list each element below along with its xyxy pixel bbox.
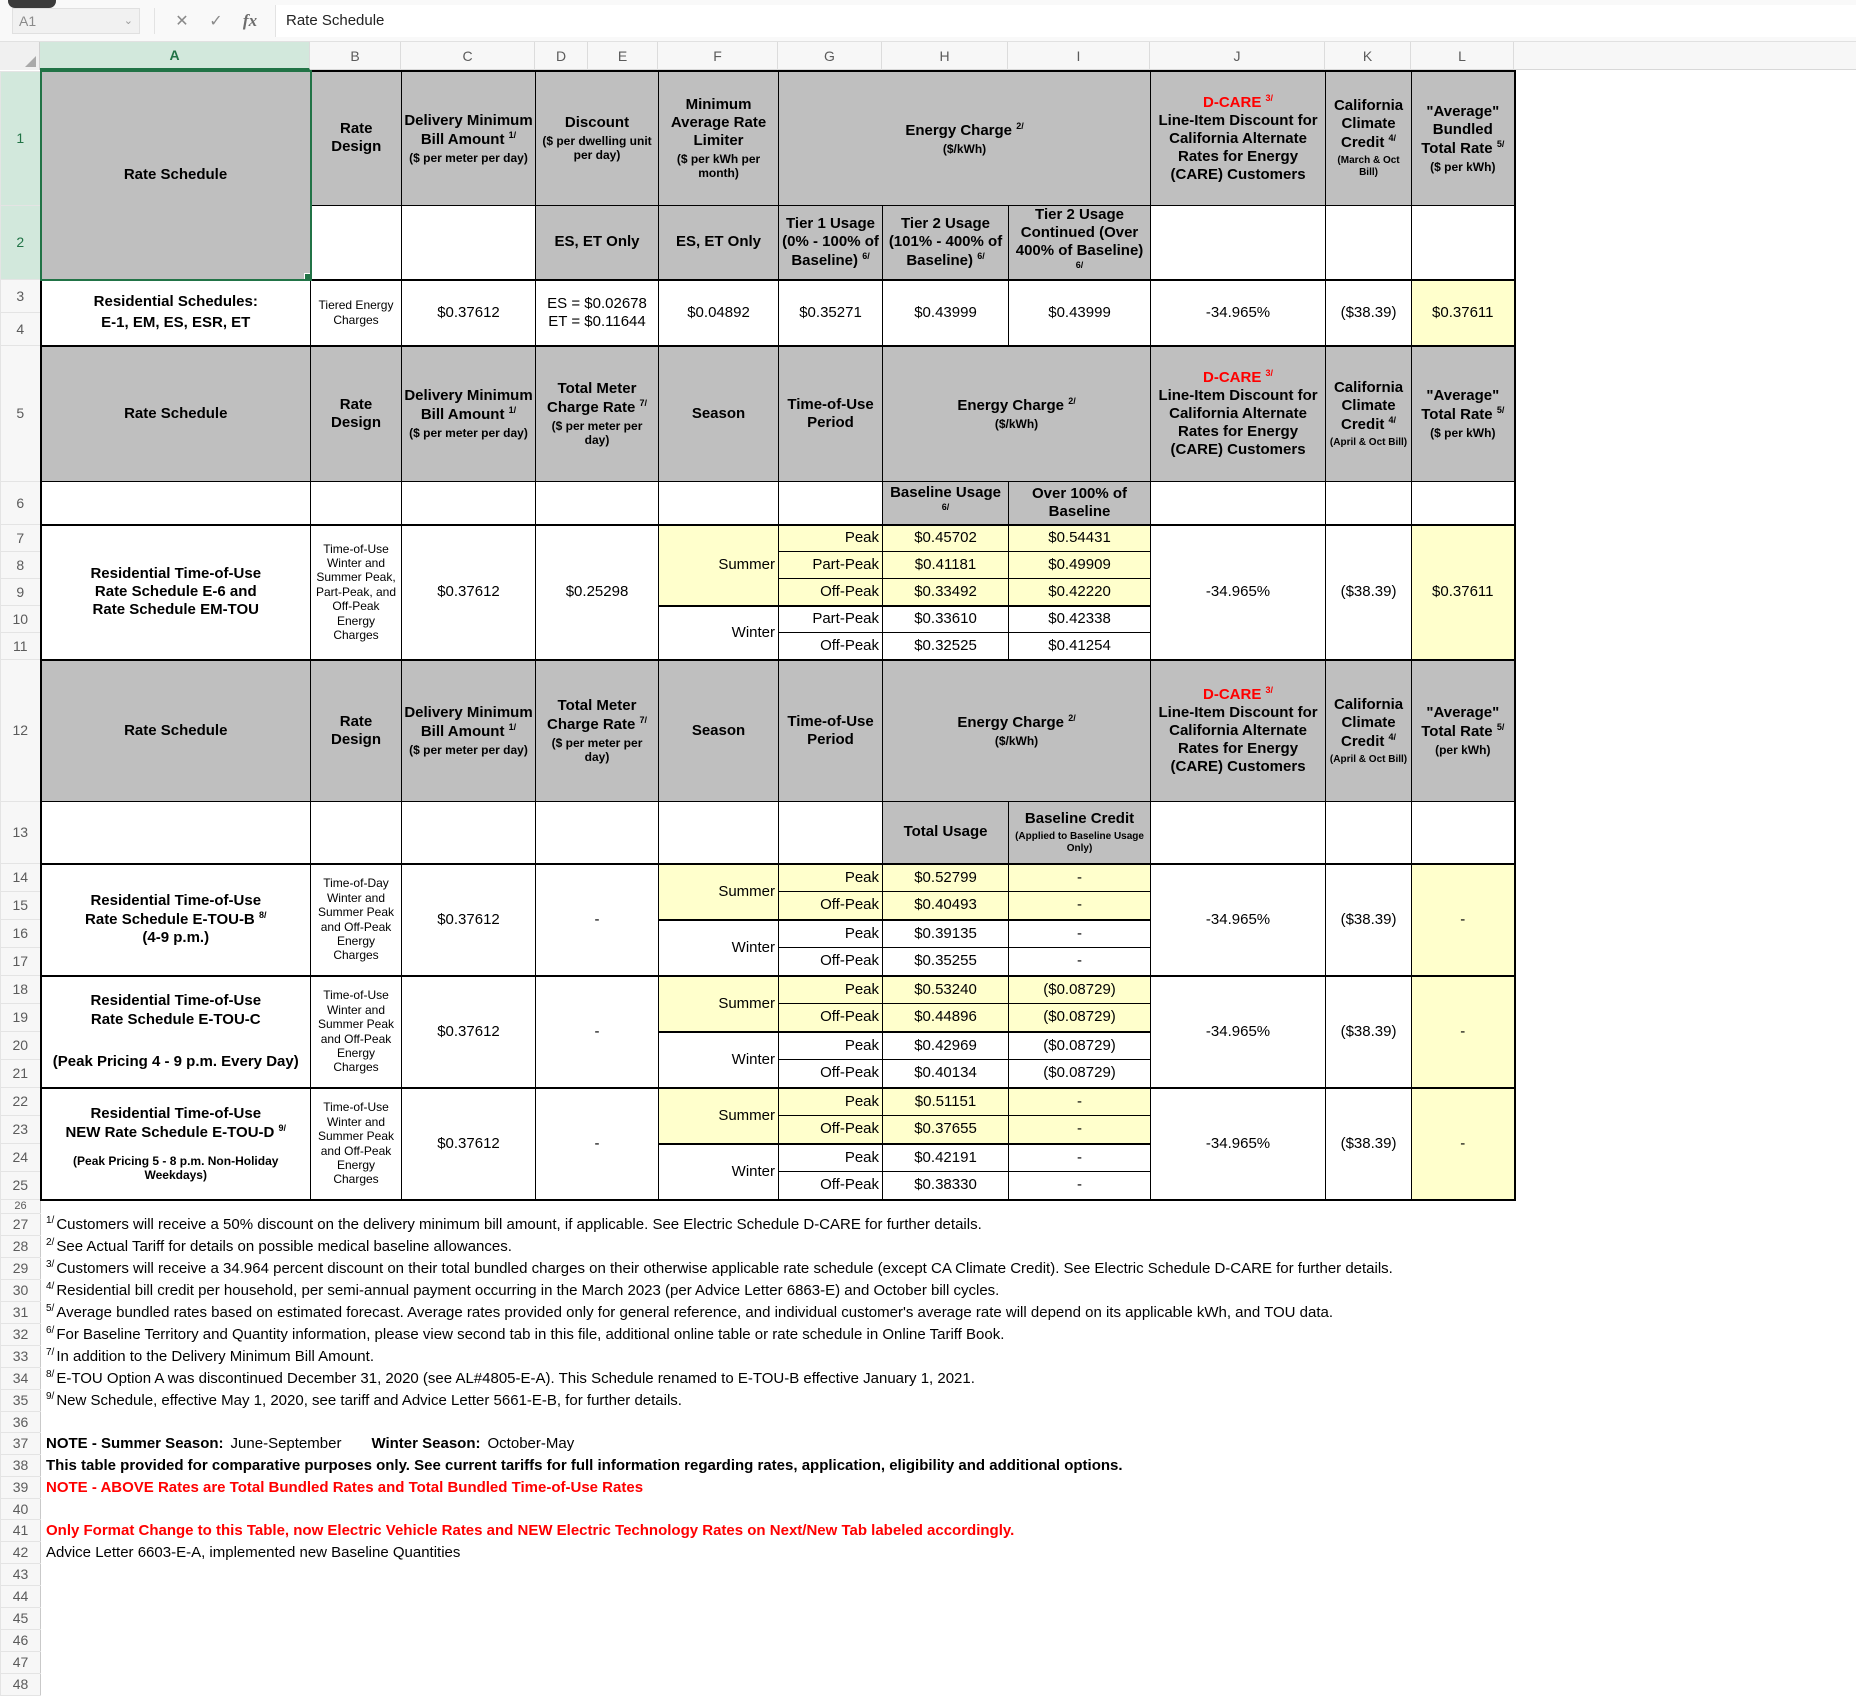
cell-H11[interactable]: $0.32525 — [883, 633, 1009, 660]
cell-F18-summer[interactable]: Summer — [659, 976, 779, 1032]
row-header[interactable]: 25 — [1, 1172, 41, 1200]
cell-H20[interactable]: $0.42969 — [883, 1032, 1009, 1060]
cell-A6[interactable] — [41, 482, 311, 525]
note-bundled-rates[interactable]: NOTE - ABOVE Rates are Total Bundled Rates and Total Bundled Time-of-Use Rates — [41, 1477, 1515, 1499]
cell-F14-summer[interactable]: Summer — [659, 864, 779, 920]
cell-G21-period[interactable]: Off-Peak — [779, 1060, 883, 1088]
row-header[interactable]: 1 — [1, 71, 41, 205]
row-header[interactable]: 19 — [1, 1004, 41, 1032]
insert-function-icon[interactable]: fx — [242, 10, 258, 30]
cell-L5-average-rate[interactable]: "Average" Total Rate $^{5/}$ ($ per kWh) — [1412, 346, 1515, 482]
name-box[interactable] — [12, 8, 140, 34]
footnote-5[interactable]: $^{5/}$ Average bundled rates based on estimated forecast. Average rates provided only for general reference, and individual customer's average rate will depend on its applicable kWh, and TOU data. — [41, 1302, 1515, 1324]
rate-schedule-table — [0, 70, 1516, 1696]
row-header[interactable]: 15 — [1, 892, 41, 920]
row-header[interactable]: 12 — [1, 660, 41, 802]
row-header[interactable]: 14 — [1, 864, 41, 892]
cell-row48[interactable] — [41, 1674, 1515, 1696]
column-header-stub — [1514, 42, 1544, 69]
row-header[interactable]: 3 — [1, 280, 41, 313]
cell-K6[interactable] — [1326, 482, 1412, 525]
row-header[interactable]: 42 — [1, 1542, 41, 1564]
cell-I24[interactable]: - — [1009, 1144, 1151, 1172]
row-header[interactable]: 20 — [1, 1032, 41, 1060]
column-header-B[interactable]: B — [310, 42, 401, 70]
cell-G24-period[interactable]: Peak — [779, 1144, 883, 1172]
row-header[interactable]: 23 — [1, 1116, 41, 1144]
cell-I6-over-baseline[interactable]: Over 100% of Baseline — [1009, 482, 1151, 525]
cell-I20[interactable]: ($0.08729) — [1009, 1032, 1151, 1060]
cell-B22-rate-design[interactable]: Time-of-Use Winter and Summer Peak and Off-Peak Energy Charges — [311, 1088, 402, 1200]
cell-L12-average-rate[interactable]: "Average" Total Rate $^{5/}$ (per kWh) — [1412, 660, 1515, 802]
cell-H7[interactable]: $0.45702 — [883, 525, 1009, 552]
row-header[interactable]: 33 — [1, 1346, 41, 1368]
cell-G16-period[interactable]: Peak — [779, 920, 883, 948]
cell-H24[interactable]: $0.42191 — [883, 1144, 1009, 1172]
cell-H19[interactable]: $0.44896 — [883, 1004, 1009, 1032]
cell-H3[interactable]: $0.43999 — [883, 280, 1009, 346]
cell-I19[interactable]: ($0.08729) — [1009, 1004, 1151, 1032]
cell-G12-tou-period[interactable]: Time-of-Use Period — [779, 660, 883, 802]
cell-A3-residential-schedules[interactable]: Residential Schedules: E-1, EM, ES, ESR, ET — [41, 280, 311, 346]
column-header-I[interactable]: I — [1008, 42, 1150, 70]
cell-G19-period[interactable]: Off-Peak — [779, 1004, 883, 1032]
cell-C13[interactable] — [402, 802, 536, 864]
row-header[interactable]: 36 — [1, 1412, 41, 1433]
cell-D14[interactable]: - — [536, 864, 659, 976]
cell-J13[interactable] — [1151, 802, 1326, 864]
row-header[interactable]: 5 — [1, 346, 41, 482]
cell-A5-rate-schedule[interactable]: Rate Schedule — [41, 346, 311, 482]
cell-D18[interactable]: - — [536, 976, 659, 1088]
cell-G13[interactable] — [779, 802, 883, 864]
row-header[interactable]: 45 — [1, 1608, 41, 1630]
row-header[interactable]: 16 — [1, 920, 41, 948]
cell-J5-dcare[interactable]: D-CARE $^{3/}$ Line-Item Discount for California Alternate Rates for Energy (CARE) Customers — [1151, 346, 1326, 482]
row-header[interactable]: 35 — [1, 1390, 41, 1412]
cell-I2-tier2-continued[interactable]: Tier 2 Usage Continued (Over 400% of Baseline) $^{6/}$ — [1009, 205, 1151, 280]
cell-C12[interactable]: Delivery Minimum Bill Amount $^{1/}$ ($ per meter per day) — [402, 660, 536, 802]
row-header[interactable]: 6 — [1, 482, 41, 525]
cell-L6[interactable] — [1412, 482, 1515, 525]
cell-row43[interactable] — [41, 1564, 1515, 1586]
column-header-K[interactable]: K — [1325, 42, 1411, 70]
cell-K14[interactable]: ($38.39) — [1326, 864, 1412, 976]
cell-I17[interactable]: - — [1009, 948, 1151, 976]
cell-L22[interactable]: - — [1412, 1088, 1515, 1200]
cell-F16-winter[interactable]: Winter — [659, 920, 779, 976]
cell-G10-period[interactable]: Part-Peak — [779, 606, 883, 633]
cell-G9-period[interactable]: Off-Peak — [779, 579, 883, 606]
cell-I25[interactable]: - — [1009, 1172, 1151, 1200]
cell-H15[interactable]: $0.40493 — [883, 892, 1009, 920]
cell-B12[interactable]: Rate Design — [311, 660, 402, 802]
cell-K22[interactable]: ($38.39) — [1326, 1088, 1412, 1200]
cell-G22-period[interactable]: Peak — [779, 1088, 883, 1116]
cell-G7-period[interactable]: Peak — [779, 525, 883, 552]
row-header[interactable]: 21 — [1, 1060, 41, 1088]
footnote-3[interactable]: $^{3/}$ Customers will receive a 34.964 percent discount on their total bundled charges on their otherwise applicable rate schedule (except CA Climate Credit). See Electric Schedule D-CARE for further details. — [41, 1258, 1515, 1280]
cell-A14-etoub[interactable]: Residential Time-of-Use Rate Schedule E-TOU-B $^{8/}$ (4-9 p.m.) — [41, 864, 311, 976]
row-header[interactable]: 29 — [1, 1258, 41, 1280]
cell-L18[interactable]: - — [1412, 976, 1515, 1088]
row-header[interactable]: 30 — [1, 1280, 41, 1302]
cell-D3-es-et-values[interactable]: ES = $0.02678 ET = $0.11644 — [536, 280, 659, 346]
cell-L1-average-rate[interactable]: "Average" Bundled Total Rate $^{5/}$ ($ per kWh) — [1412, 71, 1515, 205]
cell-F12-season[interactable]: Season — [659, 660, 779, 802]
cell-C22[interactable]: $0.37612 — [402, 1088, 536, 1200]
cell-I22[interactable]: - — [1009, 1088, 1151, 1116]
header-rate-schedule: Rate Schedule — [123, 166, 228, 184]
cell-I3[interactable]: $0.43999 — [1009, 280, 1151, 346]
row-header[interactable]: 17 — [1, 948, 41, 976]
cell-H10[interactable]: $0.33610 — [883, 606, 1009, 633]
row-header[interactable]: 46 — [1, 1630, 41, 1652]
cell-row45[interactable] — [41, 1608, 1515, 1630]
cell-K18[interactable]: ($38.39) — [1326, 976, 1412, 1088]
select-all-corner[interactable] — [0, 42, 40, 70]
cell-K2[interactable] — [1326, 205, 1412, 280]
cell-H12-energy-charge[interactable]: Energy Charge $^{2/}$ ($/kWh) — [883, 660, 1151, 802]
cell-G5-tou-period[interactable]: Time-of-Use Period — [779, 346, 883, 482]
row-header[interactable]: 13 — [1, 802, 41, 864]
cell-G8-period[interactable]: Part-Peak — [779, 552, 883, 579]
footnote-1[interactable]: $^{1/}$ Customers will receive a 50% discount on the delivery minimum bill amount, if applicable. See Electric Schedule D-CARE for further details. — [41, 1214, 1515, 1236]
row-header[interactable]: 43 — [1, 1564, 41, 1586]
note-format-change[interactable]: Only Format Change to this Table, now Electric Vehicle Rates and NEW Electric Technology Rates on Next/New Tab labeled accordingly. — [41, 1520, 1515, 1542]
cell-D7[interactable]: $0.25298 — [536, 525, 659, 660]
cell-H5-energy-charge[interactable]: Energy Charge $^{2/}$ ($/kWh) — [883, 346, 1151, 482]
cell-reference: A1 — [19, 12, 37, 29]
cell-B14-rate-design[interactable]: Time-of-Day Winter and Summer Peak and Off-Peak Energy Charges — [311, 864, 402, 976]
cell-row44[interactable] — [41, 1586, 1515, 1608]
row-header[interactable]: 40 — [1, 1499, 41, 1520]
footnote-9[interactable]: $^{9/}$ New Schedule, effective May 1, 2020, see tariff and Advice Letter 5661-E-B, for further details. — [41, 1390, 1515, 1412]
column-header-strip — [0, 42, 1856, 70]
column-header-H[interactable]: H — [882, 42, 1008, 70]
cell-F2-es-et[interactable]: ES, ET Only — [659, 205, 779, 280]
cell-C3[interactable]: $0.37612 — [402, 280, 536, 346]
cell-K5-climate-credit[interactable]: California Climate Credit $^{4/}$ (April & Oct Bill) — [1326, 346, 1412, 482]
cell-row36[interactable] — [41, 1412, 1515, 1433]
cell-C6[interactable] — [402, 482, 536, 525]
row-header[interactable]: 9 — [1, 579, 41, 606]
cell-H22[interactable]: $0.51151 — [883, 1088, 1009, 1116]
row-header[interactable]: 26 — [1, 1200, 41, 1214]
row-header[interactable]: 11 — [1, 633, 41, 660]
cell-C1[interactable]: Delivery Minimum Bill Amount $^{1/}$ ($ per meter per day) — [402, 71, 536, 205]
cell-B6[interactable] — [311, 482, 402, 525]
cell-K13[interactable] — [1326, 802, 1412, 864]
column-header-D[interactable]: D — [535, 42, 588, 70]
cell-H13-total-usage[interactable]: Total Usage — [883, 802, 1009, 864]
cell-I14[interactable]: - — [1009, 864, 1151, 892]
cell-I23[interactable]: - — [1009, 1116, 1151, 1144]
row-header[interactable]: 39 — [1, 1477, 41, 1499]
cell-G25-period[interactable]: Off-Peak — [779, 1172, 883, 1200]
column-header-A[interactable]: A — [40, 42, 310, 70]
cell-I15[interactable]: - — [1009, 892, 1151, 920]
cell-F5-season[interactable]: Season — [659, 346, 779, 482]
note-comparative[interactable]: This table provided for comparative purposes only. See current tariffs for full information regarding rates, application, eligibility and additional options. — [41, 1455, 1515, 1477]
cell-J1-dcare[interactable]: D-CARE $^{3/}$ Line-Item Discount for California Alternate Rates for Energy (CARE) Customers — [1151, 71, 1326, 205]
cell-D13[interactable] — [536, 802, 659, 864]
cell-F24-winter[interactable]: Winter — [659, 1144, 779, 1200]
cell-K3[interactable]: ($38.39) — [1326, 280, 1412, 346]
cell-row26[interactable] — [41, 1200, 1515, 1214]
cell-row40[interactable] — [41, 1499, 1515, 1520]
cell-I11[interactable]: $0.41254 — [1009, 633, 1151, 660]
row-header[interactable]: 44 — [1, 1586, 41, 1608]
note-seasons[interactable]: NOTE - Summer Season: June-September Winter Season: October-May — [41, 1433, 1515, 1455]
cell-B7-rate-design[interactable]: Time-of-Use Winter and Summer Peak, Part-Peak, and Off-Peak Energy Charges — [311, 525, 402, 660]
row-header[interactable]: 18 — [1, 976, 41, 1004]
footnote-6[interactable]: $^{6/}$ For Baseline Territory and Quantity information, please view second tab in this file, additional online table or rate schedule in Online Tariff Book. — [41, 1324, 1515, 1346]
cell-D6[interactable] — [536, 482, 659, 525]
cell-G23-period[interactable]: Off-Peak — [779, 1116, 883, 1144]
cell-I9[interactable]: $0.42220 — [1009, 579, 1151, 606]
cell-G2-tier1[interactable]: Tier 1 Usage (0% - 100% of Baseline) $^{6/}$ — [779, 205, 883, 280]
note-advice-letter[interactable]: Advice Letter 6603-E-A, implemented new Baseline Quantities — [41, 1542, 1515, 1564]
cell-I10[interactable]: $0.42338 — [1009, 606, 1151, 633]
formula-input[interactable]: Rate Schedule — [275, 5, 1856, 37]
cell-C7[interactable]: $0.37612 — [402, 525, 536, 660]
cell-D1-discount[interactable]: Discount ($ per dwelling unit per day) — [536, 71, 659, 205]
cell-C18[interactable]: $0.37612 — [402, 976, 536, 1088]
cell-H17[interactable]: $0.35255 — [883, 948, 1009, 976]
row-header[interactable]: 27 — [1, 1214, 41, 1236]
cell-B2[interactable] — [311, 205, 402, 280]
app-chrome-tab — [8, 0, 56, 8]
row-header[interactable]: 8 — [1, 552, 41, 579]
column-header-J[interactable]: J — [1150, 42, 1325, 70]
cell-J2[interactable] — [1151, 205, 1326, 280]
row-header[interactable]: 10 — [1, 606, 41, 633]
formula-buttons — [154, 8, 267, 34]
cell-J6[interactable] — [1151, 482, 1326, 525]
cell-G6[interactable] — [779, 482, 883, 525]
row-header[interactable]: 24 — [1, 1144, 41, 1172]
footnote-4[interactable]: $^{4/}$ Residential bill credit per household, per semi-annual payment occurring in the March 2023 (per Advice Letter 6863-E) and October bill cycles. — [41, 1280, 1515, 1302]
enter-icon[interactable]: ✓ — [209, 12, 223, 30]
row-header[interactable]: 28 — [1, 1236, 41, 1258]
cell-G20-period[interactable]: Peak — [779, 1032, 883, 1060]
cell-K1-climate-credit[interactable]: California Climate Credit $^{4/}$ (March & Oct Bill) — [1326, 71, 1412, 205]
cell-D22[interactable]: - — [536, 1088, 659, 1200]
cell-H6-baseline-usage[interactable]: Baseline Usage $^{6/}$ — [883, 482, 1009, 525]
cell-B18-rate-design[interactable]: Time-of-Use Winter and Summer Peak and Off-Peak Energy Charges — [311, 976, 402, 1088]
cell-C5[interactable]: Delivery Minimum Bill Amount $^{1/}$ ($ per meter per day) — [402, 346, 536, 482]
cell-C14[interactable]: $0.37612 — [402, 864, 536, 976]
cell-G14-period[interactable]: Peak — [779, 864, 883, 892]
cell-J22[interactable]: -34.965% — [1151, 1088, 1326, 1200]
cell-H21[interactable]: $0.40134 — [883, 1060, 1009, 1088]
cell-A1-rate-schedule[interactable] — [41, 71, 311, 280]
row-header[interactable]: 41 — [1, 1520, 41, 1542]
cell-F22-summer[interactable]: Summer — [659, 1088, 779, 1144]
column-header-G[interactable]: G — [778, 42, 882, 70]
cell-I18[interactable]: ($0.08729) — [1009, 976, 1151, 1004]
footnote-7[interactable]: $^{7/}$ In addition to the Delivery Minimum Bill Amount. — [41, 1346, 1515, 1368]
row-header[interactable]: 7 — [1, 525, 41, 552]
cell-row47[interactable] — [41, 1652, 1515, 1674]
cell-L7[interactable]: $0.37611 — [1412, 525, 1515, 660]
column-header-E[interactable]: E — [588, 42, 658, 70]
cell-L13[interactable] — [1412, 802, 1515, 864]
cell-L14[interactable]: - — [1412, 864, 1515, 976]
cell-I13-baseline-credit[interactable]: Baseline Credit (Applied to Baseline Usage Only) — [1009, 802, 1151, 864]
row-header[interactable]: 48 — [1, 1674, 41, 1696]
cell-F10-winter[interactable]: Winter — [659, 606, 779, 660]
cell-I8[interactable]: $0.49909 — [1009, 552, 1151, 579]
cell-J18[interactable]: -34.965% — [1151, 976, 1326, 1088]
cell-J7[interactable]: -34.965% — [1151, 525, 1326, 660]
cell-A18-etouc[interactable]: Residential Time-of-Use Rate Schedule E-TOU-C (Peak Pricing 4 - 9 p.m. Every Day) — [41, 976, 311, 1088]
row-header[interactable]: 37 — [1, 1433, 41, 1455]
cell-A22-etoud[interactable]: Residential Time-of-Use NEW Rate Schedule E-TOU-D $^{9/}$ (Peak Pricing 5 - 8 p.m. Non-Holiday Weekdays) — [41, 1088, 311, 1200]
cell-G11-period[interactable]: Off-Peak — [779, 633, 883, 660]
cell-A13[interactable] — [41, 802, 311, 864]
cell-G1-energy-charge[interactable]: Energy Charge $^{2/}$ ($/kWh) — [779, 71, 1151, 205]
footnote-8[interactable]: $^{8/}$ E-TOU Option A was discontinued December 31, 2020 (see AL#4805-E-A). This Schedule renamed to E-TOU-B effective January 1, 2021. — [41, 1368, 1515, 1390]
cell-H2-tier2[interactable]: Tier 2 Usage (101% - 400% of Baseline) $^{6/}$ — [883, 205, 1009, 280]
cell-A7-e6-emtou[interactable]: Residential Time-of-Use Rate Schedule E-6 and Rate Schedule EM-TOU — [41, 525, 311, 660]
cell-D2-es-et[interactable]: ES, ET Only — [536, 205, 659, 280]
cell-H9[interactable]: $0.33492 — [883, 579, 1009, 606]
cell-H14[interactable]: $0.52799 — [883, 864, 1009, 892]
cell-H25[interactable]: $0.38330 — [883, 1172, 1009, 1200]
cell-G18-period[interactable]: Peak — [779, 976, 883, 1004]
cell-K7[interactable]: ($38.39) — [1326, 525, 1412, 660]
cell-H18[interactable]: $0.53240 — [883, 976, 1009, 1004]
cell-L3[interactable]: $0.37611 — [1412, 280, 1515, 346]
cell-H8[interactable]: $0.41181 — [883, 552, 1009, 579]
cell-F7-summer[interactable]: Summer — [659, 525, 779, 606]
cell-K12-climate-credit[interactable]: California Climate Credit $^{4/}$ (April & Oct Bill) — [1326, 660, 1412, 802]
row-header[interactable]: 38 — [1, 1455, 41, 1477]
cell-D5-meter-charge[interactable]: Total Meter Charge Rate $^{7/}$ ($ per meter per day) — [536, 346, 659, 482]
cell-H23[interactable]: $0.37655 — [883, 1116, 1009, 1144]
cell-F6[interactable] — [659, 482, 779, 525]
footnote-2[interactable]: $^{2/}$ See Actual Tariff for details on possible medical baseline allowances. — [41, 1236, 1515, 1258]
cell-G15-period[interactable]: Off-Peak — [779, 892, 883, 920]
row-header[interactable]: 4 — [1, 313, 41, 346]
row-header[interactable]: 2 — [1, 205, 41, 280]
cell-B1[interactable]: Rate Design — [311, 71, 402, 205]
row-header[interactable]: 22 — [1, 1088, 41, 1116]
row-header[interactable]: 47 — [1, 1652, 41, 1674]
cell-B13[interactable] — [311, 802, 402, 864]
cell-F1-rate-limiter[interactable]: Minimum Average Rate Limiter ($ per kWh per month) — [659, 71, 779, 205]
formula-bar — [0, 0, 1856, 42]
cell-J3[interactable]: -34.965% — [1151, 280, 1326, 346]
cancel-icon[interactable]: ✕ — [175, 12, 189, 30]
cell-F3[interactable]: $0.04892 — [659, 280, 779, 346]
cell-J14[interactable]: -34.965% — [1151, 864, 1326, 976]
cell-L2[interactable] — [1412, 205, 1515, 280]
chevron-down-icon[interactable]: ⌄ — [123, 15, 133, 27]
cell-I16[interactable]: - — [1009, 920, 1151, 948]
cell-H16[interactable]: $0.39135 — [883, 920, 1009, 948]
cell-G3[interactable]: $0.35271 — [779, 280, 883, 346]
row-header[interactable]: 32 — [1, 1324, 41, 1346]
cell-I21[interactable]: ($0.08729) — [1009, 1060, 1151, 1088]
cell-D12-meter-charge[interactable]: Total Meter Charge Rate $^{7/}$ ($ per meter per day) — [536, 660, 659, 802]
row-header[interactable]: 31 — [1, 1302, 41, 1324]
cell-J12-dcare[interactable]: D-CARE $^{3/}$ Line-Item Discount for California Alternate Rates for Energy (CARE) Customers — [1151, 660, 1326, 802]
row-header[interactable]: 34 — [1, 1368, 41, 1390]
column-header-C[interactable]: C — [401, 42, 535, 70]
cell-C2[interactable] — [402, 205, 536, 280]
cell-F20-winter[interactable]: Winter — [659, 1032, 779, 1088]
cell-A12-rate-schedule[interactable]: Rate Schedule — [41, 660, 311, 802]
cell-row46[interactable] — [41, 1630, 1515, 1652]
column-header-L[interactable]: L — [1411, 42, 1514, 70]
selection-fill-handle[interactable] — [304, 273, 311, 280]
column-header-F[interactable]: F — [658, 42, 778, 70]
cell-I7[interactable]: $0.54431 — [1009, 525, 1151, 552]
cell-B3-rate-design[interactable]: Tiered Energy Charges — [311, 280, 402, 346]
cell-F13[interactable] — [659, 802, 779, 864]
cell-G17-period[interactable]: Off-Peak — [779, 948, 883, 976]
cell-B5[interactable]: Rate Design — [311, 346, 402, 482]
